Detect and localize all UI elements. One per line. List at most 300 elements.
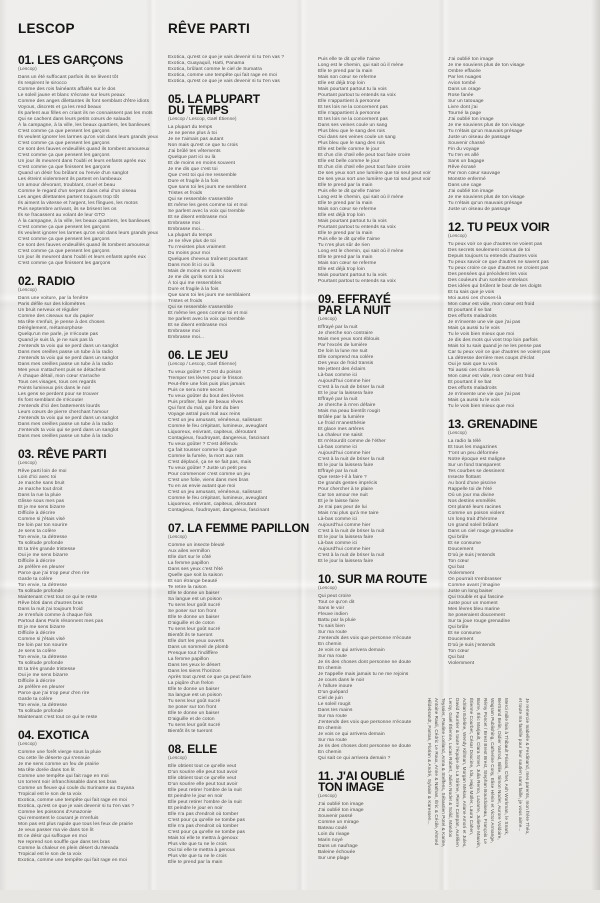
lyric-line: Tu sens leur goût sucré: [168, 723, 221, 728]
lyric-line: Difficile à décrire: [18, 511, 56, 516]
lyric-line: Quelque part ici ou là: [168, 155, 216, 160]
lyric-line: C'est une folie, viens dans mes bras: [168, 478, 249, 483]
lyric-line: C'est pour ça qu'elle ne tombe pas: [168, 830, 245, 835]
lyric-line: Dans ses veines coule un sang: [318, 123, 388, 128]
lyric-line: Je préfère en pleurer: [18, 685, 65, 690]
lyric-line: Elle te prend par la main: [318, 231, 373, 236]
credits-paragraph: [426, 698, 510, 903]
lyric-line: Depuis toujours tu entends d'autres voix: [448, 254, 538, 259]
song-block: [168, 94, 306, 341]
lyric-line: Leurs cœurs de pierre cherchant l'amour: [18, 410, 109, 415]
lyric-line: Je m'enfuis comme à chaque fois: [18, 613, 93, 618]
lyric-line: Violemment: [448, 661, 475, 666]
lyric-line: Long est le chemin, qui sait où il mène: [318, 249, 404, 254]
lyric-line: Dans les siens l'horizon: [168, 669, 221, 674]
lyric-line: Se poser sur ton front: [168, 705, 217, 710]
credits-line: Wagram Publishing, Catherine Cony, Elise Hénin et Victor Armange,: [490, 698, 495, 844]
lyric-line: Je dis des mots qui vont trop loin parfois: [448, 338, 538, 343]
lyric-line: Le soleil rougit: [318, 702, 351, 707]
credits-line: Merci mille fois à Thibault Frisoni, Chet, Ash Workman, le Snark,: [504, 698, 509, 836]
lyric-line: J'entends des voix que personne n'écoute: [318, 720, 412, 725]
lyric-line: Paris défile sur des kilomètres: [18, 302, 86, 307]
lyric-line: Dure et fragile à la fois: [168, 287, 219, 292]
credits-line: Hildebrandt, Fantan, Florian & André, Sylvain & Karessen...: [427, 698, 432, 825]
lyric-line: Elle te donne un baiser: [168, 711, 220, 716]
lyric-line: Comme le regard d'un serpent dans celui d'un oiseau: [18, 189, 137, 194]
lyric-line: Rêve parti loin de moi: [18, 469, 67, 474]
lyric-line: Comme une tempête qui fait rage en moi: [18, 774, 109, 779]
lyric-line: Et le jour la laissera faire: [318, 391, 374, 396]
lyric-line: Exotica, comme une tempête qui fait rage en moi: [18, 858, 127, 863]
lyric-line: J'ai oublié ton image: [318, 802, 364, 807]
lyric-line: Qui trouble et qui fascine: [448, 595, 504, 600]
lyric-line: D'un guépard: [318, 690, 348, 695]
lyric-line: Que reste-t-il à faire ?: [318, 475, 367, 480]
credits-paragraph: [517, 698, 531, 903]
lyric-line: Comme les poissons d'Amazonie: [18, 810, 92, 815]
lyric-line: J'ai oublié ton image: [318, 808, 364, 813]
lyric-line: Car ton amour me nuit: [318, 493, 368, 498]
lyric-line: Ton envie, ta détresse: [18, 655, 68, 660]
lyric-line: Tu n'étais qu'un mauvais présage: [448, 129, 523, 134]
lyric-line: Dans mon lit ici ou là: [168, 263, 215, 268]
lyric-line: Difficile à décrire: [18, 679, 56, 684]
lyric-line: Je préfère en pleurer: [18, 565, 65, 570]
lyric-line: Je vois ce qui arrivera demain: [318, 732, 385, 737]
lyric-line: Difficile à décrire: [18, 631, 56, 636]
lyric-line: Un bruit nerveux et régulier: [18, 308, 79, 313]
lyric-line: Et je le laisse faire: [318, 499, 360, 504]
lyric-line: Elle est déjà trop loin: [318, 213, 365, 218]
lyric-line: Un amour dévorant, troublant, cruel et beau: [18, 183, 116, 188]
lyric-line: Et ta très grande tristesse: [18, 667, 76, 672]
lyric-line: Elle obtient tout ce qu'elle veut: [168, 776, 237, 781]
lyric-line: Ça fait tousser comme la ciguë: [168, 448, 237, 453]
lyric-line: D'un sourire elle peut tout avoir: [168, 770, 238, 775]
lyric-line: Quelle que soit la saison: [168, 573, 223, 578]
lyric-line: Et son étrange beauté: [168, 579, 218, 584]
credits-line: Leroy, Gaël Étienne, Lucas Robert, Julien Nodet & Solid, Mandos: [448, 698, 453, 838]
lyric-line: Je ris des choses dont personne ne doute: [318, 660, 412, 665]
song-block: [18, 730, 156, 864]
lyric-line: Dans un sommeil de plomb: [168, 645, 229, 650]
lyric-line: Sur un fond transparent: [448, 463, 501, 468]
lyric-line: Tu veux goûter ? C'est du poison: [168, 370, 242, 375]
lyric-line: Par l'excès de lumière: [318, 343, 368, 348]
lyric-line: Fin du voyage: [448, 147, 480, 152]
lyric-line: Battu par la pluie: [318, 618, 356, 623]
lyric-line: T'ont un peu déformée: [448, 451, 499, 456]
lyric-line: Elle est déjà trop loin: [318, 81, 365, 86]
lyric-line: Tristes et froids: [168, 299, 203, 304]
lyric-line: Qui bat: [448, 655, 465, 660]
song-title: 11. J'AI OUBLIÉ: [318, 769, 405, 783]
lyric-line: La femme papillon: [168, 657, 209, 662]
album-title-header: RÊVE PARTI: [168, 21, 251, 36]
lyric-line: Et le jour la laissera faire: [318, 559, 374, 564]
lyric-line: Et d'un clin d'œil elle peut tout faire croire: [318, 165, 411, 170]
lyric-line: Brûlée par la lumière: [318, 415, 365, 420]
lyric-line: Monstre enfermé: [448, 177, 486, 182]
lyric-line: C'est comme ça que pensent les garçons: [18, 225, 110, 230]
lyric-line: Dérèglement, métamorphose: [18, 326, 83, 331]
lyric-line: Tropical est le son de ta voix: [18, 792, 82, 797]
lyric-line: De loin par ton sourire: [18, 523, 68, 528]
lyric-line: Mon pas est plus rapide que tous les feux de prairie: [18, 822, 134, 827]
song-title: 03. RÊVE PARTI: [18, 447, 107, 461]
lyric-line: Qui se cachent dans leurs petits cœurs de salauds: [18, 117, 131, 122]
lyric-line: Tu en as envie autant que moi: [168, 484, 236, 489]
lyric-line: Oui je sais que tu vois: [448, 362, 498, 367]
lyric-line: Je ne rêve plus de toi: [168, 239, 216, 244]
lyric-line: Du moins pour moi: [168, 251, 210, 256]
lyric-line: Sa langue est un poison: [168, 693, 222, 698]
lyric-line: En chemin: [318, 642, 342, 647]
lyric-line: Mais mes yeux sont éblouis: [318, 337, 380, 342]
lyric-line: Elle te donne un baiser: [168, 615, 220, 620]
lyric-line: Souvenir passé: [318, 814, 353, 819]
lyric-line: Insecte flottant: [448, 475, 481, 480]
lyric-line: Comme un poison violent: [448, 511, 505, 516]
lyric-line: Je n'ai pas peur de lui: [318, 505, 367, 510]
lyric-line: J'entends ta voix qui se perd dans un sanglot: [18, 344, 119, 349]
lyric-line: C'est comme ça que pensent les garçons: [18, 249, 110, 254]
lyric-line: Loin d'ici avec toi: [18, 475, 57, 480]
lyric-line: Un jour ils meurent dans l'oubli et leurs enfants après eux: [18, 255, 146, 260]
lyric-line: Tes courbes se dessinent: [448, 469, 505, 474]
song-title: 09. EFFRAYÉ: [318, 292, 391, 306]
lyric-line: Ne reprend son souffle que dans tes bras: [18, 840, 110, 845]
lyric-line: Rappelle toi de l'été: [448, 487, 493, 492]
lyric-line: Oui je me sens bizarre: [18, 553, 69, 558]
lyric-line: Comme la fumée, la mort aux rats: [168, 454, 244, 459]
lyric-line: À l'allure inouïe: [318, 684, 353, 689]
lyric-line: Oui toi elle te mettra à genoux: [168, 848, 236, 853]
lyric-line: Dans mes oreilles passe un tube à la radio: [18, 422, 113, 427]
lyric-line: Sans le voir: [318, 606, 345, 611]
lyric-line: Que c'est toi qui me ressemble: [168, 173, 237, 178]
lyric-line: Se poseraient doucement: [448, 613, 505, 618]
lyric-line: C'est comme ça que pensent les garçons: [18, 129, 110, 134]
lyric-line: Tu sens leur goût sucré: [168, 603, 221, 608]
lyric-line: D'un sourire elle peut tout avoir: [168, 782, 238, 787]
lyric-line: Dans mes oreilles passe un tube à la radio: [18, 434, 113, 439]
song-block: [448, 222, 586, 410]
lyric-line: Je ne pense plus à toi: [168, 131, 217, 136]
lyric-line: Sur ma route: [318, 630, 347, 635]
lyric-line: Elle peut retirer l'ombre de la nuit: [168, 800, 242, 805]
lyric-line: Je m'invente une vie que j'ai pas: [448, 392, 521, 397]
lyric-line: Exotica, qu'est ce que je vais devenir si tu t'en vas ?: [168, 55, 285, 60]
lyric-line: Contagieux, foudroyant, dangereux, fascinant: [168, 508, 270, 513]
lyric-line: Juste un oiseau de passage: [448, 135, 511, 140]
song-title: 05. LA PLUPART: [168, 92, 260, 106]
songwriter-credit: (Lescop): [18, 461, 37, 466]
song-title: 06. LE JEU: [168, 348, 229, 362]
lyric-line: Tu peux croire ce que d'autres ne croient pas: [448, 266, 549, 271]
song-title: 04. EXOTICA: [18, 728, 90, 742]
lyric-line: De ses yeux sort une lumière que toi seul peut voir: [318, 177, 431, 182]
lyric-line: Doucement: [448, 547, 474, 552]
lyric-line: Puis elle te dit qu'elle t'aime: [318, 189, 380, 194]
lyric-line: Sans un bagage: [448, 159, 485, 164]
lyric-line: Elle dort sur le côté: [168, 555, 212, 560]
lyric-line: Aux ailes vermillon: [168, 549, 210, 554]
lyric-line: Plus bleu que le sang des rois: [318, 129, 385, 134]
lyric-line: Presque tout l'indiffère: [168, 651, 218, 656]
lyric-line: Mais ça aussi tu le vois: [448, 326, 500, 331]
lyric-line: Et je me sens bizarre: [18, 625, 66, 630]
lyric-line: Embrasse moi: [168, 329, 200, 334]
lyric-line: Exotica, qu'est ce que je vais devenir si tu t'en vas ?: [18, 804, 135, 809]
lyric-line: Et glace mes artères: [318, 427, 364, 432]
song-block: [448, 57, 586, 213]
lyric-line: Marin noyé: [318, 838, 343, 843]
lyric-line: J'entends des voix que personne n'écoute: [318, 636, 412, 641]
lyric-line: Se parlent avec la voix qui tremble: [168, 317, 245, 322]
lyric-line: C'est à la nuit de briser la nuit: [318, 529, 385, 534]
lyric-line: Sur ma route: [318, 714, 347, 719]
lyric-line: Ils respirent le sirocco: [18, 81, 67, 86]
lyric-line: Dans un été suffocant parfois ils se lèvent tôt: [18, 75, 119, 80]
lyric-line: Et le jour la laissera faire: [318, 463, 374, 468]
lyric-line: Elle n'a pas d'endroit où tomber: [168, 812, 239, 817]
lyric-line: Avion tombé: [448, 81, 476, 86]
lyric-line: Tu n'es plus sûr de rien: [318, 243, 370, 248]
lyric-line: Des yeux de froid transis: [318, 361, 374, 366]
lyric-line: Voyous, discrets et ça les rend beaux: [18, 105, 102, 110]
lyric-line: Mon cœur est vide, mon cœur est froid: [448, 374, 535, 379]
lyric-line: Des efforts maladroits: [448, 314, 497, 319]
lyric-line: Qui se ressemble s'assemble: [168, 197, 234, 202]
song-title: 08. ELLE: [168, 742, 218, 756]
song-block: [168, 521, 310, 735]
lyric-line: Ou cette île déserte qui s'ennuie: [18, 756, 90, 761]
lyric-line: Effrayé par la nuit: [318, 325, 358, 330]
lyric-line: Embrasse moi...: [168, 335, 205, 340]
song-block: [168, 350, 306, 514]
song-title: PAR LA NUIT: [318, 303, 391, 317]
lyric-line: Ton envie, ta détresse: [18, 535, 68, 540]
lyric-line: Je t'appelle mais jamais tu ne me rejoins: [318, 672, 409, 677]
lyric-line: Je me dis qu'ils sont à toi: [168, 275, 225, 280]
lyric-line: Elle n'appartient à personne: [318, 99, 381, 104]
lyric-line: Liquoreux, enivrant, capiteux, déroutant: [168, 430, 257, 435]
lyric-line: Je cherche son contraire: [318, 331, 373, 336]
lyric-line: Sur une plage: [318, 856, 350, 861]
lyric-line: C'est comme ça que finissent les garçons: [18, 261, 111, 266]
lyric-line: Des pensées qui précèdent les voix: [448, 272, 528, 277]
lyric-line: La plupart du temps: [168, 125, 213, 130]
lyric-line: Oui je me sens bizarre: [18, 673, 69, 678]
artist-header: LESCOP: [18, 21, 75, 36]
lyric-line: Qui font du mal, qui font du bien: [168, 406, 240, 411]
song-block: [168, 744, 306, 866]
lyric-line: Ton cœur: [448, 649, 470, 654]
lyric-line: Je sens ta colère: [18, 649, 56, 654]
lyric-line: Et tous les magazines: [448, 445, 498, 450]
lyric-line: Comme si j'étais visé: [18, 517, 65, 522]
lyric-line: Comme un insecte bleuté: [168, 543, 225, 548]
song-block: [18, 276, 156, 440]
lyric-line: J'ai oublié ton image: [448, 189, 494, 194]
lyric-line: Embrasse moi...: [168, 227, 205, 232]
songwriter-credit: (Lescop): [448, 431, 467, 436]
lyric-line: Elle n'appartient à personne: [318, 111, 381, 116]
credits-line: Adrian Edeline, Wendy Killman, Morgan Mekas, Ariane Amori et Jules,: [462, 698, 467, 848]
lyric-line: Car tu peux voir ce que d'autres ne voient pas: [448, 350, 551, 355]
lyric-line: Tu sens leur goût sucré: [168, 627, 221, 632]
lyric-line: Tu t'en es allé: [448, 153, 480, 158]
lyric-line: Violemment: [448, 571, 475, 576]
lyric-line: Dans tes mains: [318, 708, 353, 713]
lyric-line: Mes lèvres bleu marine: [448, 607, 500, 612]
lyric-line: Tu sais bien: [318, 624, 345, 629]
credits-line: Teyssier, Pauline Loriland, Anna & Steffens, Sébastien Potel & Karine,: [441, 698, 446, 848]
lyric-line: Dans une voiture, par la fenêtre: [18, 296, 89, 301]
lyric-line: Pourtant partout tu entends sa voix: [318, 225, 396, 230]
lyric-line: Elle te prend par la main: [318, 255, 373, 260]
lyric-line: Plus vite que tu ne le crois: [168, 842, 227, 847]
lyric-line: Tourné la page: [448, 111, 482, 116]
lyric-line: Ils font semblant de s'écouter: [18, 398, 84, 403]
lyric-line: Où un jour ma divine: [448, 493, 495, 498]
songwriter-credit: (Lescop): [448, 234, 467, 239]
lyric-line: Comme une forêt vierge sous la pluie: [18, 750, 102, 755]
lyric-line: Embrasse moi: [168, 221, 200, 226]
lyric-line: La détresse derrière mes coups d'éclat: [448, 356, 535, 361]
lyric-line: Ta solitude profonde: [18, 589, 64, 594]
lyric-line: Je cherche à m'en défaire: [318, 403, 376, 408]
song-block: [448, 419, 586, 667]
lyric-line: C'est un jeu amusant, vénéneux, salissant: [168, 418, 262, 423]
lyric-line: Sur ma route: [318, 738, 347, 743]
lyric-line: Comme des ciseaux sur du papier: [18, 314, 94, 319]
songwriter-credit: (Lescop): [168, 756, 187, 761]
lyric-line: Je marche tout droit: [18, 487, 63, 492]
lyric-line: Tremper tes lèvres pour le frisson: [168, 376, 243, 381]
lyric-line: J'entends d'ici des battements lourds: [18, 404, 101, 409]
lyric-line: Aujourd'hui comme hier: [318, 523, 371, 528]
lyric-line: Puis ce sera notre secret: [168, 388, 224, 393]
lyrics-column-4: [448, 0, 586, 667]
lyric-line: Tu le vois bien mieux que moi: [448, 404, 515, 409]
lyric-line: Sur un tatouage: [448, 99, 484, 104]
lyric-line: D'aiguille et de coton: [168, 621, 215, 626]
lyric-line: C'est à la nuit de briser la nuit: [318, 457, 385, 462]
lyric-line: Aujourd'hui comme hier: [318, 379, 371, 384]
lyric-line: Juste un oiseau de passage: [448, 207, 511, 212]
lyric-line: Qui brûle: [448, 535, 469, 540]
lyric-line: Ils veulent ignorer les larmes qu'on voit dans leurs grands yeux: [18, 135, 159, 140]
lyric-line: Et pourtant il se bat: [448, 380, 492, 385]
lyric-line: Nos destins emmêlés: [448, 499, 496, 504]
lyric-line: Comme un fleuve qui coule du Suriname au Guyana: [18, 786, 135, 791]
song-title: 10. SUR MA ROUTE: [318, 572, 428, 586]
lyric-line: J'ai brûlé tes vêtements: [168, 149, 221, 154]
lyric-line: Après tout qu'est ce que ça peut faire: [168, 675, 252, 680]
lyric-line: Là-bas comme ici: [318, 373, 358, 378]
lyric-line: Doucement: [448, 637, 474, 642]
lyric-line: Au bord d'une piscine: [448, 481, 497, 486]
lyric-line: Dans un ciel rouge grenadine: [448, 529, 514, 534]
lyric-line: Des idées qui brûlent le bout de tes doigts: [448, 284, 542, 289]
lyric-line: Tu n'existes plus vraiment: [168, 245, 226, 250]
lyric-line: Et ta très grande tristesse: [18, 547, 76, 552]
songwriter-credit: (Lescop): [318, 586, 337, 591]
lyric-line: Mon cœur est vide, mon cœur est froid: [448, 302, 535, 307]
songwriter-credit: (Lescop): [18, 67, 37, 72]
lyric-line: Dans tes yeux le désert: [168, 663, 221, 668]
lyric-line: Là-bas comme ici: [318, 541, 358, 546]
lyric-line: J'entends ta voix qui se perd dans un sanglot: [18, 428, 119, 433]
lyric-line: C'est pour ça qu'elle ne tombe pas: [168, 818, 245, 823]
lyric-line: Un torrent noir infranchissable dans tes bras: [18, 780, 117, 785]
lyric-line: La piqûre d'un frelon: [168, 681, 214, 686]
lyric-line: Partout dans Paris résonnent mes pas: [18, 619, 104, 624]
lyric-line: Rêve écrasé: [448, 165, 477, 170]
column-4-content: [448, 57, 586, 667]
credits-line: Rémy Poncet / Brest Brest Brest, Stephan Bourdoiseau, François Le: [483, 698, 488, 844]
lyric-line: Bientôt ils te tueront: [168, 633, 213, 638]
lyric-line: D'aiguille et de coton: [168, 717, 215, 722]
lyric-line: Long est le chemin, qui sait où il mène: [318, 195, 404, 200]
thanks-credits-rotated: [426, 698, 531, 903]
lyric-line: C'est comme ça que finissent les garçons: [18, 165, 111, 170]
songwriter-credit: (Lescop / Lescop, Gaël Étienne): [168, 117, 237, 122]
lyric-line: De ses yeux sort une lumière que toi seul peut voir: [318, 171, 431, 176]
lyric-line: Mais n'ai plus qu'à me taire: [318, 511, 379, 516]
lyric-line: Mais son cœur se referme: [318, 261, 377, 266]
lyric-line: Voyage astral puis mal aux reins: [168, 412, 241, 417]
lyric-line: Tropical est le son de ta voix: [18, 852, 82, 857]
credits-line: Antoine Rauli, Cédric Le Roux, Anne & Nathan, Éric & Cécile, Ahmed: [434, 698, 439, 846]
lyric-line: Qui se ressemble s'assemble: [168, 305, 234, 310]
lyric-line: Plus vite que tu ne le crois: [168, 854, 227, 859]
songwriter-credit: (Lescop / Lescop, Gaël Étienne): [168, 362, 237, 367]
lyric-line: Comme la chaleur en plein désert du Nevada: [18, 846, 119, 851]
lyric-line: Ombre effacée: [448, 69, 481, 74]
lyric-line: Comme des rois fainéants affalés sur le dos: [18, 87, 116, 92]
lyric-line: Tu veux goûter du bout des lèvres: [168, 394, 244, 399]
lyric-line: Exotica, comme une tempête qui fait rage en moi: [18, 798, 127, 803]
lyric-line: Tu peux voir ce que d'autres ne voient pas: [448, 242, 543, 247]
lyric-line: Et même les gens comme toi et moi: [168, 203, 248, 208]
lyric-line: Je me souviens plus de ton visage: [448, 123, 525, 128]
lyric-line: Dure et fragile à la fois: [168, 179, 219, 184]
lyric-line: Peut-être une fois puis plus jamais: [168, 382, 245, 387]
lyric-line: Et d'un clin d'œil elle peut tout faire croire: [318, 153, 411, 158]
lyric-line: Exotica, brûlant comme le ciel de Sumatra: [168, 67, 262, 72]
lyric-line: Parce que j'ai trop peur d'en rire: [18, 571, 90, 576]
lyric-line: Comme le feu crépitant, lumineux, aveuglant: [168, 424, 268, 429]
lyric-line: À toi qui me ressembles: [168, 281, 222, 286]
lyric-line: Et m'étourdit comme de l'éther: [318, 439, 386, 444]
lyric-line: À la campagne, à la ville, les beaux quartiers, les banlieues: [18, 219, 150, 224]
lyric-line: Pourtant partout tu entends sa voix: [318, 279, 396, 284]
lyric-line: J'ai oublié ton image: [448, 117, 494, 122]
lyric-line: Mais son cœur se referme: [318, 207, 377, 212]
songwriter-credit: (Lescop): [18, 742, 37, 747]
lyric-line: Ciel de juin: [318, 696, 343, 701]
lyric-line: Par les nuages: [448, 75, 482, 80]
lyric-line: J'entends ta voix qui se perd dans un sanglot: [18, 416, 119, 421]
lyric-line: Elle te prend par la main: [318, 183, 373, 188]
lyric-line: C'est comme ça que pensent les garçons: [18, 141, 110, 146]
lyric-line: Dans une cage: [448, 183, 482, 188]
lyric-line: Par mon cœur sauvage: [448, 171, 501, 176]
lyric-line: C'est un jeu amusant, vénéneux, salissant: [168, 490, 262, 495]
